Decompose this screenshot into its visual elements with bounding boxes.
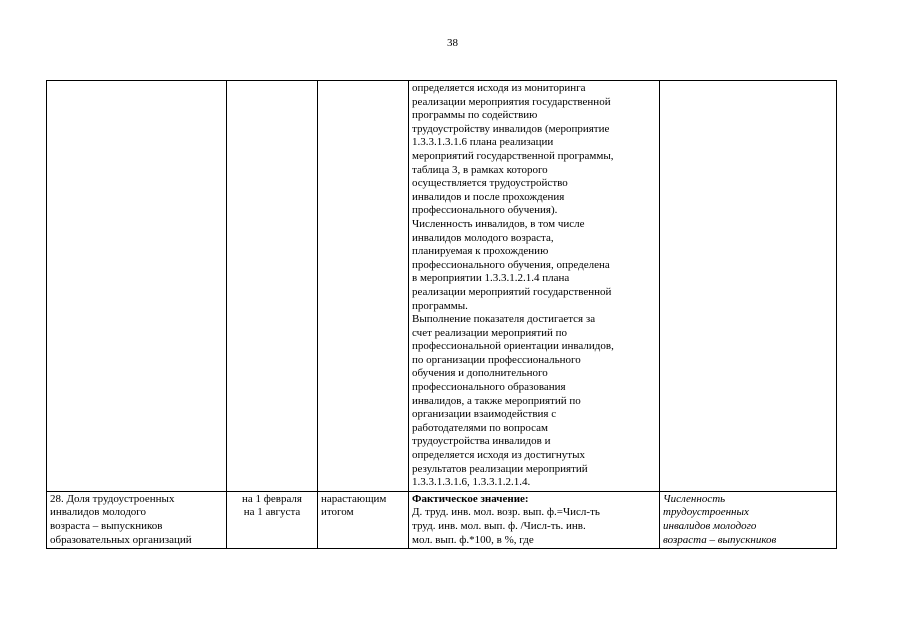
text-line: инвалидов молодого bbox=[50, 506, 147, 519]
text-line: профессионального образования bbox=[412, 381, 566, 394]
cell-description-continuation bbox=[409, 81, 660, 492]
text-line: труд. инв. мол. вып. ф. /Числ-ть. инв. bbox=[412, 520, 586, 532]
text-line: по организации профессионального bbox=[412, 353, 581, 366]
text-line: реализации мероприятия государственной bbox=[412, 95, 611, 108]
text-line: инвалидов молодого bbox=[663, 520, 757, 532]
text-line: программы. bbox=[412, 299, 468, 312]
indicators-table bbox=[46, 80, 837, 549]
text-line: Выполнение показателя достигается за bbox=[412, 313, 596, 326]
text-line: профессионального обучения, определена bbox=[412, 258, 610, 271]
text-line: итогом bbox=[321, 506, 354, 519]
text-line: определяется исходя из достигнутых bbox=[412, 449, 585, 462]
text-line: трудоустройству инвалидов (мероприятие bbox=[412, 122, 610, 135]
text-line: инвалидов и после прохождения bbox=[412, 190, 565, 203]
cell-indicator bbox=[47, 491, 227, 548]
notes-lines bbox=[663, 493, 833, 547]
text-line: инвалидов молодого возраста, bbox=[412, 231, 554, 244]
formula-title: Фактическое значение: bbox=[412, 492, 529, 505]
cell-empty-3 bbox=[318, 81, 409, 492]
text-line: 1.3.3.1.3.1.6, 1.3.3.1.2.1.4. bbox=[412, 476, 531, 489]
text-line: планируемая к прохождению bbox=[412, 245, 549, 258]
description-lines bbox=[412, 82, 656, 490]
text-line: осуществляется трудоустройство bbox=[412, 177, 568, 190]
text-line: Численность bbox=[663, 492, 726, 505]
cell-dates bbox=[227, 491, 318, 548]
text-line: профессиональной ориентации инвалидов, bbox=[412, 340, 614, 353]
cell-empty-5 bbox=[660, 81, 837, 492]
page-number: 38 bbox=[447, 37, 458, 49]
text-line: мол. вып. ф.*100, в %, где bbox=[412, 533, 534, 546]
text-line: трудоустройства инвалидов и bbox=[412, 435, 551, 448]
text-line: Численность инвалидов, в том числе bbox=[412, 217, 585, 230]
cell-formula bbox=[409, 491, 660, 548]
text-line: Д. труд. инв. мол. возр. вып. ф.=Числ-ть bbox=[412, 506, 600, 519]
text-line: возраста – выпускников bbox=[663, 533, 777, 546]
text-line: на 1 февраля bbox=[241, 492, 302, 505]
text-line: возраста – выпускников bbox=[50, 520, 163, 532]
text-line: работодателями по вопросам bbox=[412, 421, 548, 434]
text-line: инвалидов, а также мероприятий по bbox=[412, 394, 581, 407]
table-row-continuation bbox=[47, 81, 837, 492]
text-line: нарастающим bbox=[321, 492, 387, 505]
text-line: в мероприятии 1.3.3.1.2.1.4 плана bbox=[412, 272, 570, 285]
cell-notes bbox=[660, 491, 837, 548]
text-line: 1.3.3.1.3.1.6 плана реализации bbox=[412, 136, 554, 149]
cell-empty-1 bbox=[47, 81, 227, 492]
text-line: результатов реализации мероприятий bbox=[412, 462, 588, 475]
text-line: профессионального обучения). bbox=[412, 204, 558, 217]
text-line: таблица 3, в рамках которого bbox=[412, 163, 548, 176]
text-line: образовательных организаций bbox=[50, 533, 192, 546]
date-lines bbox=[230, 493, 314, 520]
cell-method bbox=[318, 491, 409, 548]
text-line: обучения и дополнительного bbox=[412, 367, 548, 380]
text-line: 28. Доля трудоустроенных bbox=[50, 492, 175, 505]
text-line: на 1 августа bbox=[243, 506, 301, 519]
cell-empty-2 bbox=[227, 81, 318, 492]
text-line: счет реализации мероприятий по bbox=[412, 326, 568, 339]
text-line: реализации мероприятий государственной bbox=[412, 285, 612, 298]
text-line: трудоустроенных bbox=[663, 506, 749, 519]
formula-lines bbox=[412, 506, 656, 547]
text-line: определяется исходя из мониторинга bbox=[412, 82, 586, 94]
table-row-28 bbox=[47, 491, 837, 548]
indicator-lines bbox=[50, 493, 223, 547]
text-line: организации взаимодействия с bbox=[412, 408, 557, 421]
text-line: мероприятий государственной программы, bbox=[412, 149, 614, 162]
method-lines bbox=[321, 493, 405, 520]
text-line: программы по содействию bbox=[412, 109, 538, 122]
